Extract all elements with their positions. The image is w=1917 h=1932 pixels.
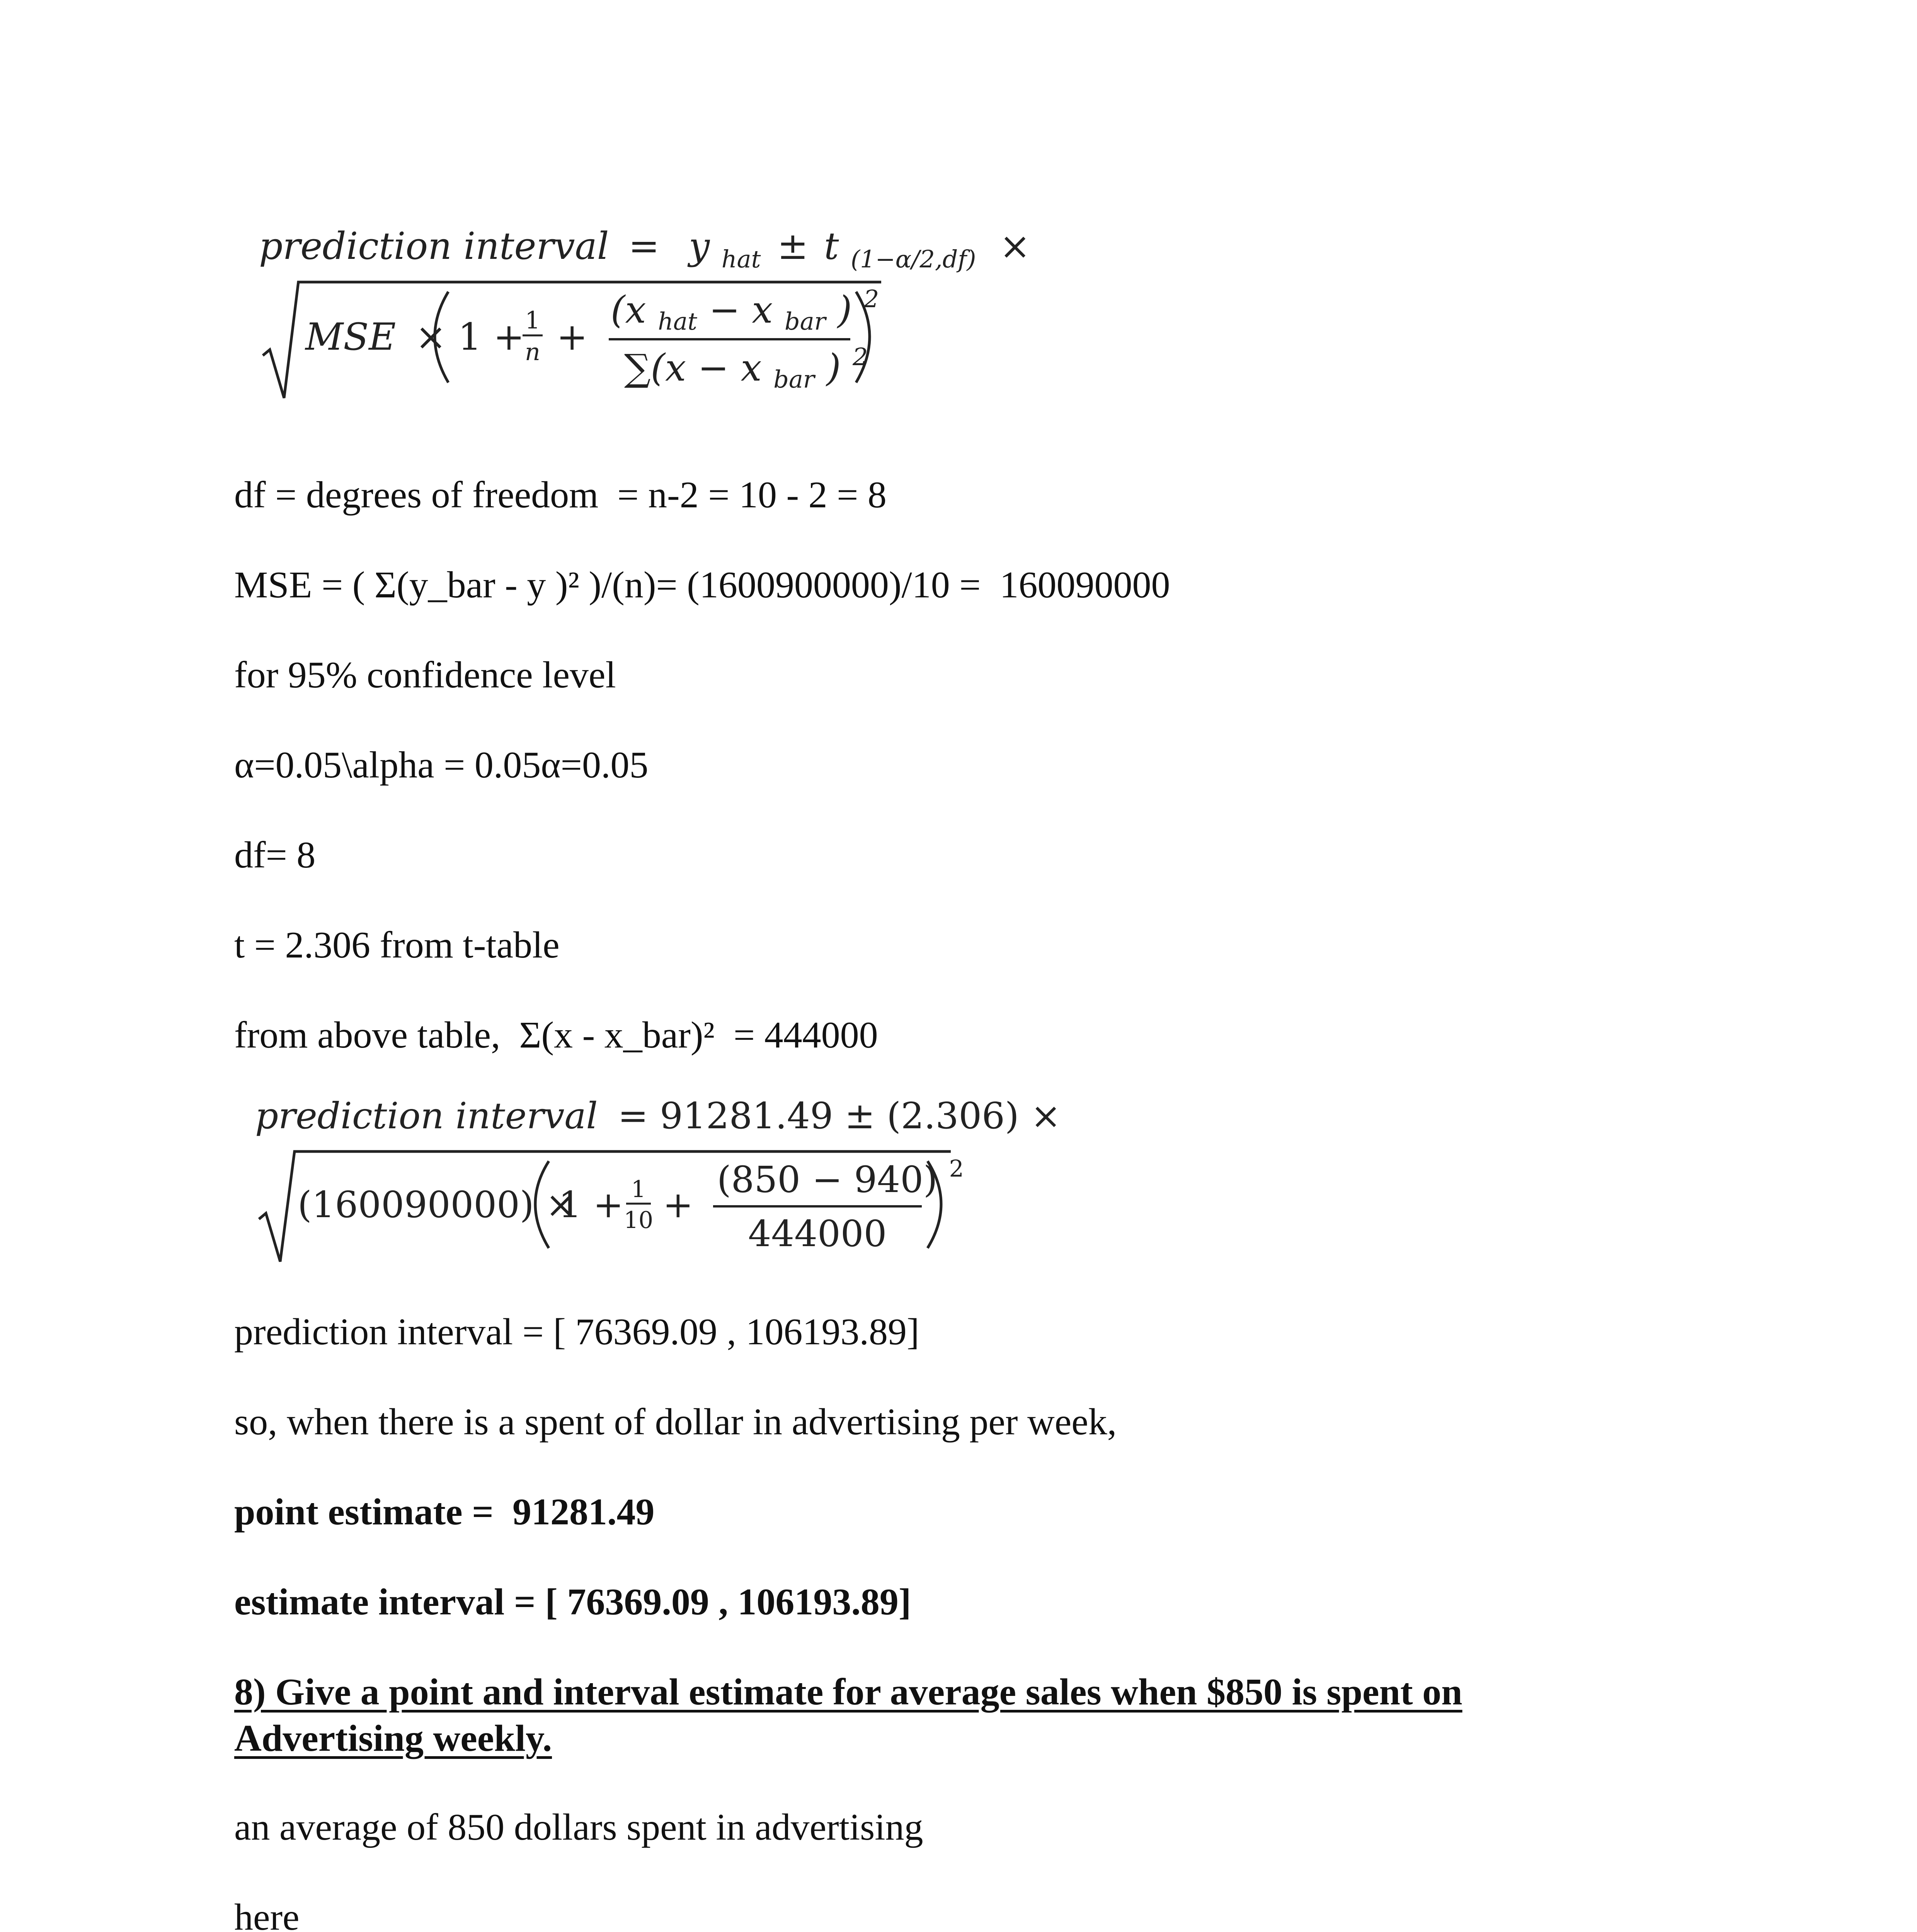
df-value-line: df= 8 <box>234 834 316 876</box>
alpha-line: α=0.05\alpha = 0.05α=0.05 <box>234 744 649 786</box>
question-8-heading-line2: Advertising weekly. <box>234 1718 552 1759</box>
frac-den-power: 2 <box>853 343 868 371</box>
frac-num-sub-bar: bar <box>785 307 826 335</box>
formula2-one-plus: 1 + <box>558 1184 624 1226</box>
prediction-interval-result: prediction interval = [ 76369.09 , 106193.89] <box>234 1311 919 1353</box>
svg-text:∑(x − x bar ) <box>624 343 868 396</box>
small-fraction-denominator: n <box>525 338 540 366</box>
frac-num-sub-hat: hat <box>658 307 697 335</box>
t-value-line: t = 2.306 from t-table <box>234 924 560 966</box>
prediction-interval-substituted <box>243 1086 1061 1271</box>
times-sign: × <box>999 224 1031 268</box>
formula2-plus: + <box>663 1184 693 1226</box>
question-8-heading-line1: 8) Give a point and interval estimate for average sales when $850 is spent on <box>234 1671 1462 1713</box>
svg-text:MSE × <box>305 315 446 359</box>
frac-den-open: ∑(x − x <box>624 346 762 389</box>
plus-minus: ± <box>777 224 809 268</box>
times-sign-2: × <box>415 315 447 359</box>
confidence-line: for 95% confidence level <box>234 654 616 696</box>
estimate-interval-result: estimate interval = [ 76369.09 , 106193.89] <box>234 1581 911 1623</box>
formula-graphic <box>247 216 1031 410</box>
frac-num-open: (x <box>611 288 646 332</box>
formula-lhs: prediction interval <box>259 224 609 268</box>
prediction-interval-formula <box>247 216 1031 410</box>
mse-symbol: MSE <box>305 315 396 359</box>
here-line: here <box>234 1896 300 1932</box>
y-subscript: hat <box>721 245 761 273</box>
equals-sign: = <box>628 224 660 268</box>
frac-num-mid: − x <box>709 288 773 332</box>
svg-text:(x hat − x <box>611 285 879 338</box>
df-line: df = degrees of freedom = n-2 = 10 - 2 = 8 <box>234 474 887 516</box>
formula2-frac-num-power: 2 <box>949 1155 964 1182</box>
small-fraction-numerator: 1 <box>525 306 540 334</box>
y-symbol: y <box>688 224 710 268</box>
t-subscript: (1−α/2,df) <box>851 245 976 273</box>
formula2-small-den: 10 <box>623 1207 654 1234</box>
formula2-small-num: 1 <box>631 1176 646 1203</box>
frac-den-close: ) <box>826 346 841 389</box>
svg-text:prediction interval = <box>255 1095 1061 1137</box>
t-symbol: t <box>824 224 839 268</box>
one-plus: 1 + <box>458 315 525 359</box>
formula2-frac-num: (850 − 940) <box>717 1159 938 1201</box>
sum-squares-line: from above table, Σ(x - x_bar)² = 444000 <box>234 1014 878 1056</box>
formula-graphic-2 <box>243 1086 1061 1271</box>
point-estimate-result: point estimate = 91281.49 <box>234 1491 655 1533</box>
frac-den-sub-bar: bar <box>773 365 815 393</box>
formula2-mse: (160090000) × <box>298 1184 576 1226</box>
formula2-frac-den: 444000 <box>748 1213 887 1255</box>
formula2-rhs: = 91281.49 ± (2.306) × <box>618 1095 1061 1137</box>
formula2-lhs: prediction interval <box>255 1095 598 1137</box>
frac-num-close: ) <box>837 288 852 332</box>
spent-per-week-line: so, when there is a spent of dollar in advertising per week, <box>234 1401 1117 1443</box>
mse-line: MSE = ( Σ(y_bar - y )² )/(n)= (1600900000)/10 = 160090000 <box>234 564 1170 606</box>
plus-sign: + <box>557 315 588 359</box>
svg-text:prediction interval = <box>259 224 1030 276</box>
average-spent-line: an average of 850 dollars spent in advertising <box>234 1806 923 1848</box>
frac-num-power: 2 <box>863 285 879 313</box>
